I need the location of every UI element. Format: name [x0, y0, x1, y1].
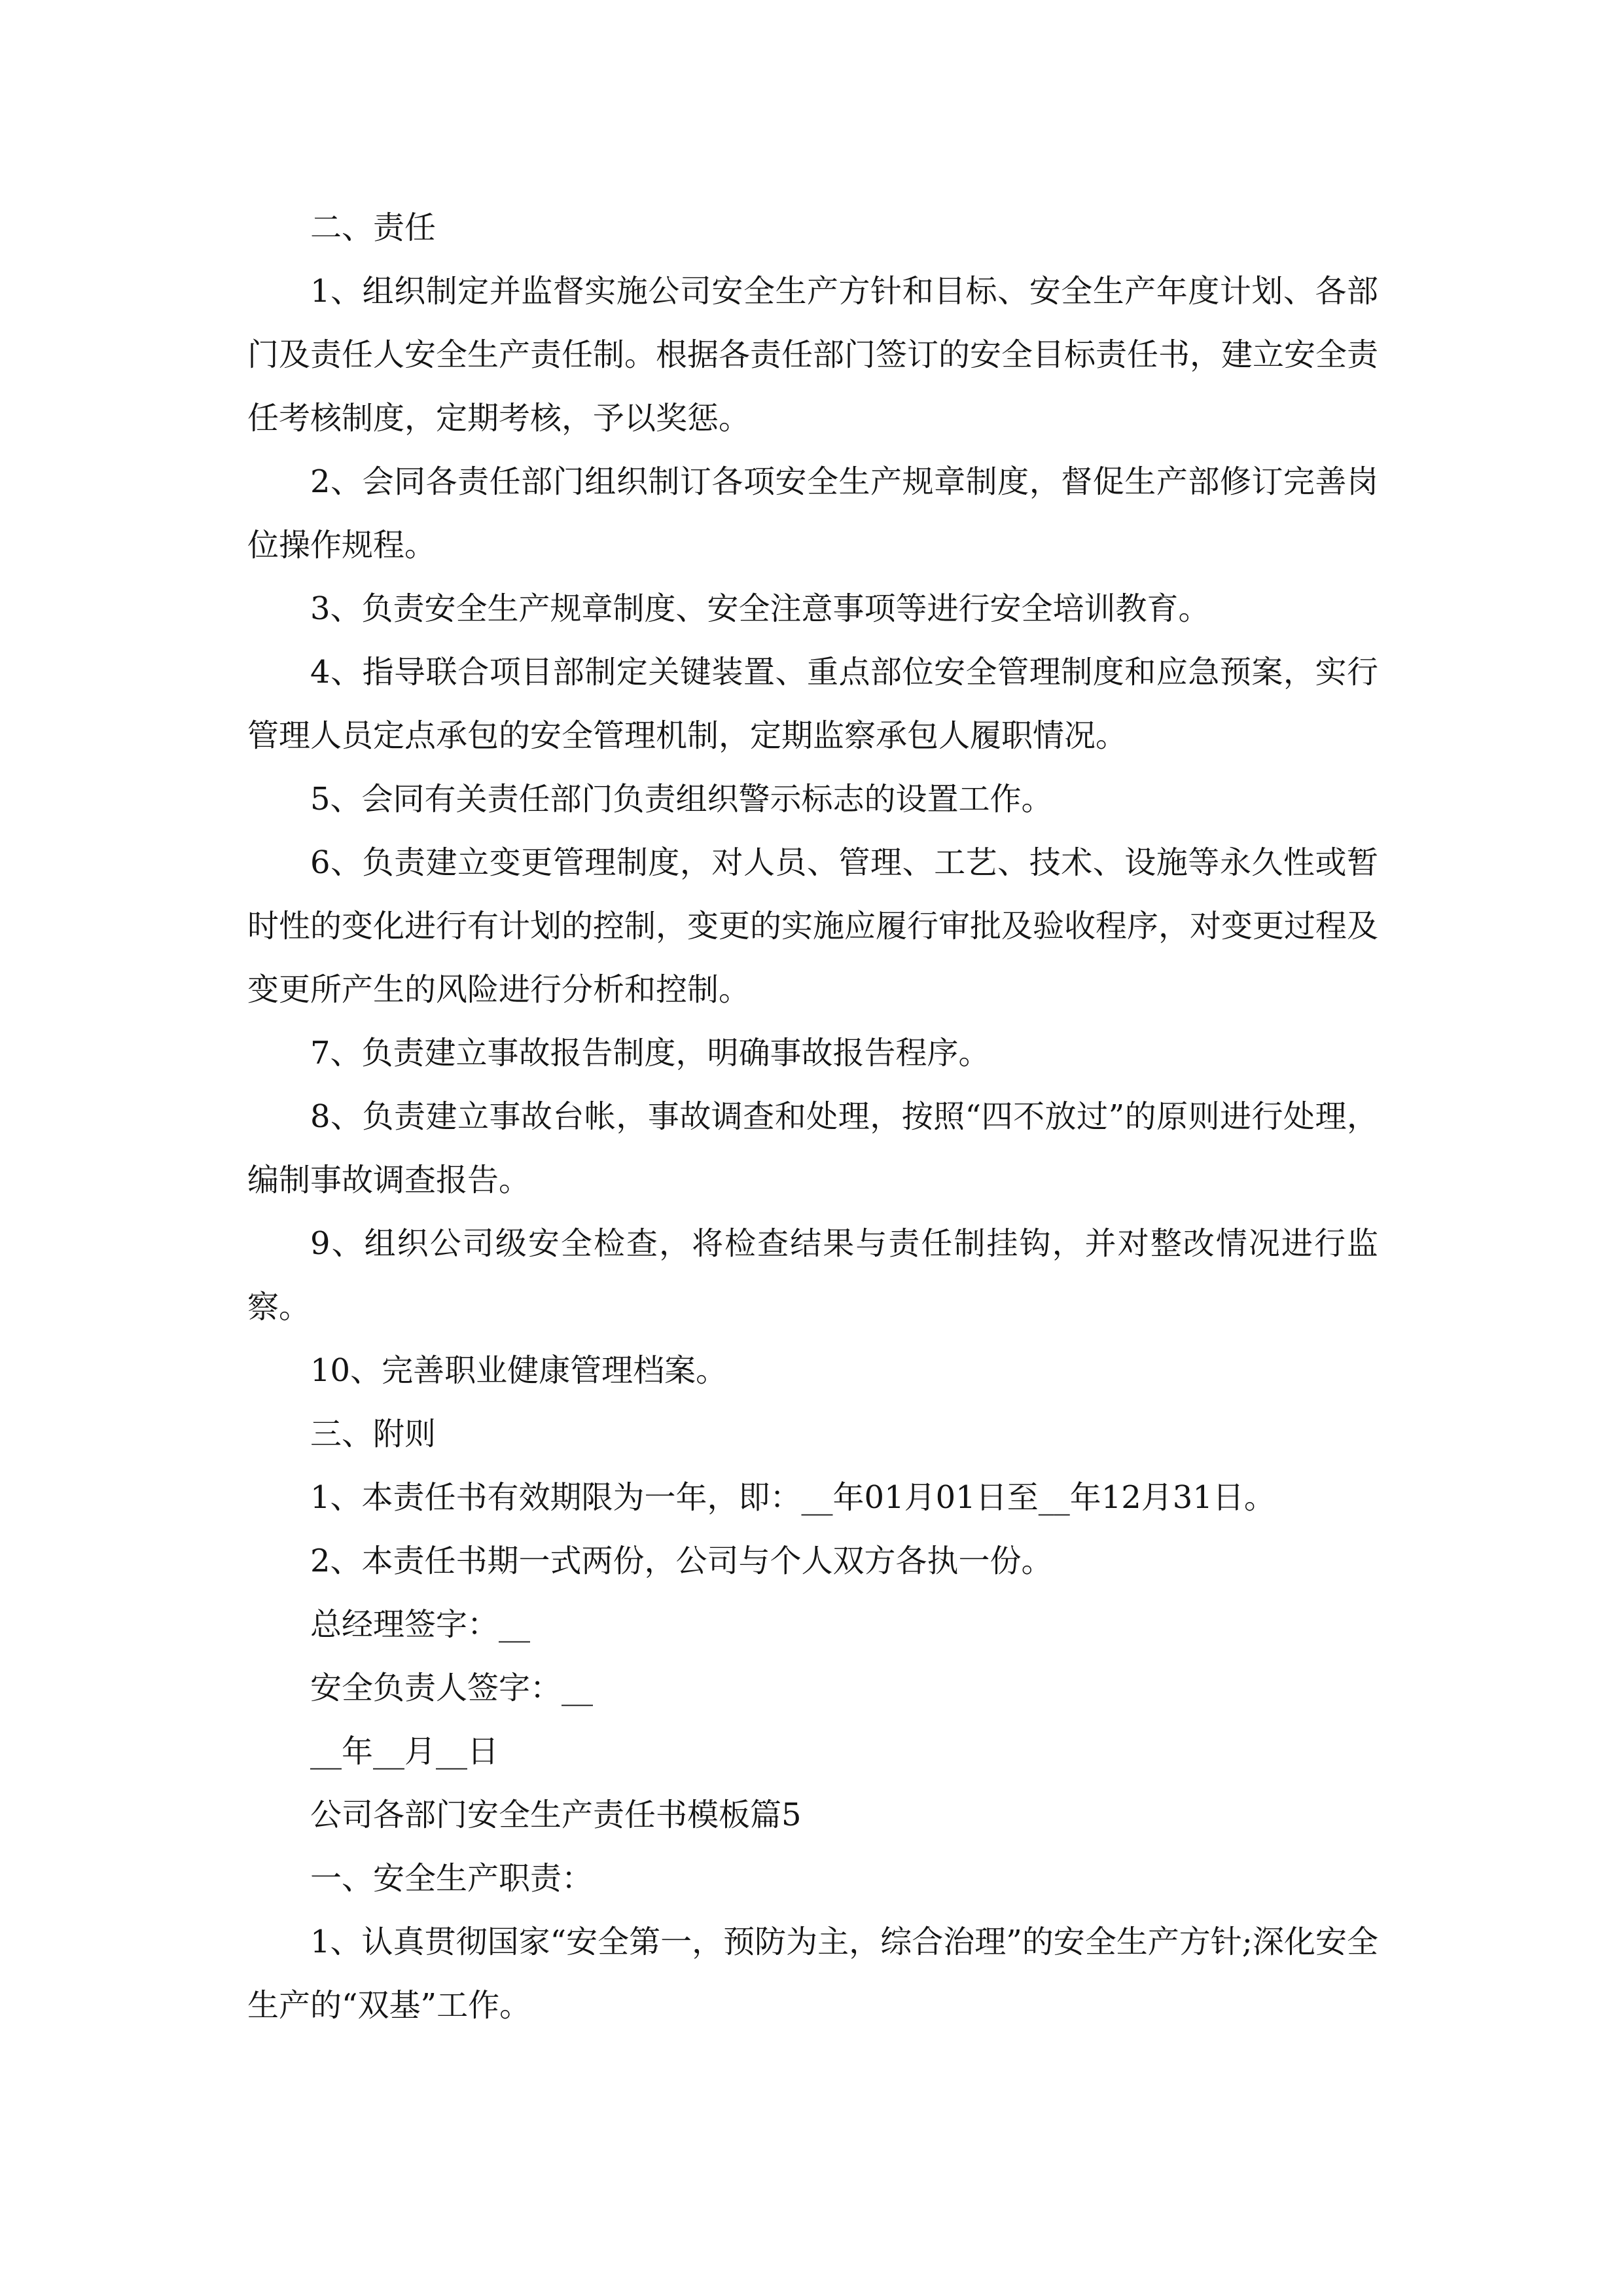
section-heading-appendix: 三、附则 — [310, 1416, 437, 1452]
responsibility-item-6: 6、负责建立变更管理制度，对人员、管理、工艺、技术、设施等永久性或暂时性的变化进行有计划的控制，变更的实施应履行审批及验收程序，对变更过程及变更所产生的风险进行分析和控制。 — [247, 844, 1379, 1008]
safety-duty-item-1: 1、认真贯彻国家“安全第一，预防为主，综合治理”的安全生产方针;深化安全生产的“双基”工作。 — [247, 1924, 1378, 2024]
responsibility-item-7: 7、负责建立事故报告制度，明确事故报告程序。 — [310, 1035, 990, 1071]
appendix-item-2: 2、本责任书期一式两份，公司与个人双方各执一份。 — [310, 1543, 1053, 1579]
responsibility-item-8: 8、负责建立事故台帐，事故调查和处理，按照“四不放过”的原则进行处理，编制事故调查报告。 — [247, 1098, 1378, 1198]
document-body — [247, 196, 1378, 2037]
template-title: 公司各部门安全生产责任书模板篇5 — [310, 1797, 802, 1833]
responsibility-item-5: 5、会同有关责任部门负责组织警示标志的设置工作。 — [310, 781, 1053, 817]
responsibility-item-1: 1、组织制定并监督实施公司安全生产方针和目标、安全生产年度计划、各部门及责任人安全生产责任制。根据各责任部门签订的安全目标责任书，建立安全责任考核制度，定期考核，予以奖惩。 — [247, 273, 1379, 437]
date-line: __年__月__日 — [310, 1733, 499, 1770]
responsibility-item-3: 3、负责安全生产规章制度、安全注意事项等进行安全培训教育。 — [310, 590, 1210, 627]
appendix-item-1: 1、本责任书有效期限为一年，即：__年01月01日至__年12月31日。 — [310, 1479, 1275, 1516]
section-heading-responsibility: 二、责任 — [310, 209, 437, 246]
responsibility-item-10: 10、完善职业健康管理档案。 — [310, 1352, 728, 1389]
responsibility-item-2: 2、会同各责任部门组织制订各项安全生产规章制度，督促生产部修订完善岗位操作规程。 — [247, 463, 1378, 564]
section-heading-safety-duties: 一、安全生产职责： — [310, 1860, 594, 1897]
general-manager-signature-line: 总经理签字：__ — [310, 1606, 531, 1643]
safety-officer-signature-line: 安全负责人签字：__ — [310, 1670, 594, 1706]
responsibility-item-9: 9、组织公司级安全检查，将检查结果与责任制挂钩，并对整改情况进行监察。 — [247, 1225, 1378, 1325]
responsibility-item-4: 4、指导联合项目部制定关键装置、重点部位安全管理制度和应急预案，实行管理人员定点承包的安全管理机制，定期监察承包人履职情况。 — [247, 654, 1378, 754]
